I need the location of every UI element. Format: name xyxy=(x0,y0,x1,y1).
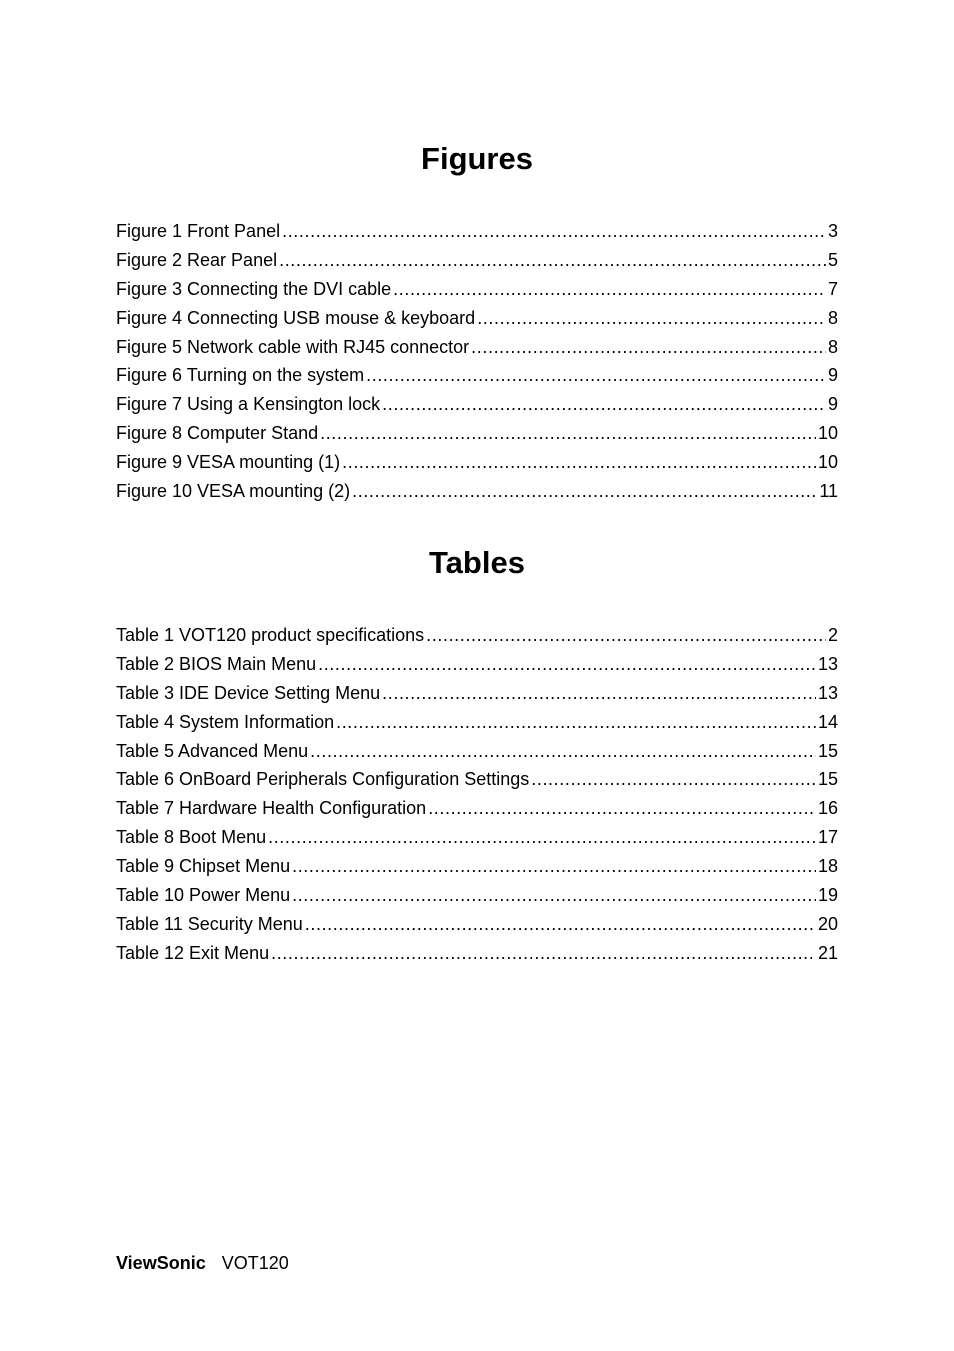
figure-entry-label: Figure 6 Turning on the system xyxy=(116,365,365,386)
figure-entry-label: Figure 2 Rear Panel xyxy=(116,249,278,270)
table-entry-label: Table 4 System Information xyxy=(116,711,335,732)
table-entry-6[interactable] xyxy=(116,765,838,794)
figure-entry-page: 9 xyxy=(827,365,838,386)
table-entry-label: Table 7 Hardware Health Configuration xyxy=(116,798,427,819)
table-entry-label: Table 12 Exit Menu xyxy=(116,942,270,963)
dot-leader xyxy=(352,477,817,506)
figures-heading: Figures xyxy=(421,141,533,176)
figure-entry-label: Figure 1 Front Panel xyxy=(116,221,281,241)
table-entry-8[interactable] xyxy=(116,823,838,852)
figure-entry-page: 8 xyxy=(827,307,838,328)
footer-brand: ViewSonic xyxy=(116,1253,206,1273)
table-entry-2[interactable] xyxy=(116,650,838,679)
table-entry-5[interactable] xyxy=(116,737,838,766)
dot-leader xyxy=(271,939,816,968)
figure-entry-label: Figure 10 VESA mounting (2) xyxy=(116,481,351,502)
table-entry-7[interactable] xyxy=(116,794,838,823)
figure-entry-page: 8 xyxy=(827,336,838,357)
table-entry-11[interactable] xyxy=(116,910,838,939)
figure-entry-page: 9 xyxy=(827,394,838,415)
figure-entry-page: 11 xyxy=(819,481,838,502)
table-entry-label: Table 2 BIOS Main Menu xyxy=(116,653,317,674)
dot-leader xyxy=(279,246,826,275)
figure-entry-8[interactable] xyxy=(116,419,838,448)
figure-entry-10[interactable] xyxy=(116,477,838,506)
table-entry-page: 18 xyxy=(817,856,838,877)
dot-leader xyxy=(292,881,816,910)
figure-entry-page: 7 xyxy=(827,278,838,299)
figure-entry-3[interactable] xyxy=(116,275,838,304)
figure-entry-label: Figure 9 VESA mounting (1) xyxy=(116,452,341,473)
dot-leader xyxy=(477,304,826,333)
figure-entry-1[interactable] xyxy=(116,217,838,246)
table-entry-page: 13 xyxy=(817,653,838,674)
table-entry-3[interactable] xyxy=(116,679,838,708)
table-entry-label: Table 6 OnBoard Peripherals Configuration Settings xyxy=(116,769,530,790)
figure-entry-page: 10 xyxy=(817,452,838,473)
dot-leader xyxy=(318,650,816,679)
table-entry-12[interactable] xyxy=(116,939,838,968)
dot-leader xyxy=(336,708,816,737)
table-entry-page: 14 xyxy=(817,711,838,732)
figure-entry-5[interactable] xyxy=(116,333,838,362)
tables-heading: Tables xyxy=(429,545,525,580)
table-entry-page: 13 xyxy=(817,682,838,703)
table-entry-page: 20 xyxy=(817,913,838,934)
footer-model: VOT120 xyxy=(221,1253,289,1273)
tables-list xyxy=(116,621,838,968)
table-entry-label: Table 9 Chipset Menu xyxy=(116,856,291,877)
table-entry-label: Table 5 Advanced Menu xyxy=(116,740,309,761)
dot-leader xyxy=(471,333,826,362)
table-entry-page: 17 xyxy=(817,827,838,848)
dot-leader xyxy=(342,448,816,477)
figure-entry-page: 5 xyxy=(827,249,838,270)
dot-leader xyxy=(426,621,826,650)
figures-list xyxy=(116,217,838,506)
dot-leader xyxy=(428,794,816,823)
page-footer xyxy=(116,1252,289,1274)
table-entry-9[interactable] xyxy=(116,852,838,881)
table-entry-label: Table 3 IDE Device Setting Menu xyxy=(116,682,381,703)
figure-entry-label: Figure 8 Computer Stand xyxy=(116,423,319,444)
table-entry-page: 16 xyxy=(817,798,838,819)
table-entry-4[interactable] xyxy=(116,708,838,737)
dot-leader xyxy=(531,765,816,794)
table-entry-page: 19 xyxy=(817,885,838,906)
figure-entry-7[interactable] xyxy=(116,390,838,419)
figure-entry-page: 10 xyxy=(817,423,838,444)
table-entry-page: 21 xyxy=(817,942,838,963)
figure-entry-page: 3 xyxy=(827,221,838,241)
dot-leader xyxy=(282,217,826,246)
figure-entry-label: Figure 4 Connecting USB mouse & keyboard xyxy=(116,307,476,328)
table-entry-label: Table 10 Power Menu xyxy=(116,885,291,906)
figure-entry-9[interactable] xyxy=(116,448,838,477)
table-entry-page: 15 xyxy=(817,740,838,761)
table-entry-label: Table 8 Boot Menu xyxy=(116,827,267,848)
table-entry-label: Table 11 Security Menu xyxy=(116,913,303,934)
figure-entry-label: Figure 3 Connecting the DVI cable xyxy=(116,278,392,299)
dot-leader xyxy=(310,737,816,766)
table-entry-page: 2 xyxy=(827,625,838,645)
dot-leader xyxy=(382,390,826,419)
dot-leader xyxy=(382,679,816,708)
figure-entry-6[interactable] xyxy=(116,361,838,390)
table-entry-1[interactable] xyxy=(116,621,838,650)
dot-leader xyxy=(305,910,816,939)
dot-leader xyxy=(393,275,826,304)
dot-leader xyxy=(366,361,826,390)
table-entry-label: Table 1 VOT120 product specifications xyxy=(116,625,425,645)
dot-leader xyxy=(320,419,816,448)
table-entry-10[interactable] xyxy=(116,881,838,910)
figure-entry-label: Figure 5 Network cable with RJ45 connector xyxy=(116,336,470,357)
dot-leader xyxy=(268,823,816,852)
figure-entry-2[interactable] xyxy=(116,246,838,275)
figure-entry-4[interactable] xyxy=(116,304,838,333)
figure-entry-label: Figure 7 Using a Kensington lock xyxy=(116,394,381,415)
table-entry-page: 15 xyxy=(817,769,838,790)
dot-leader xyxy=(292,852,816,881)
